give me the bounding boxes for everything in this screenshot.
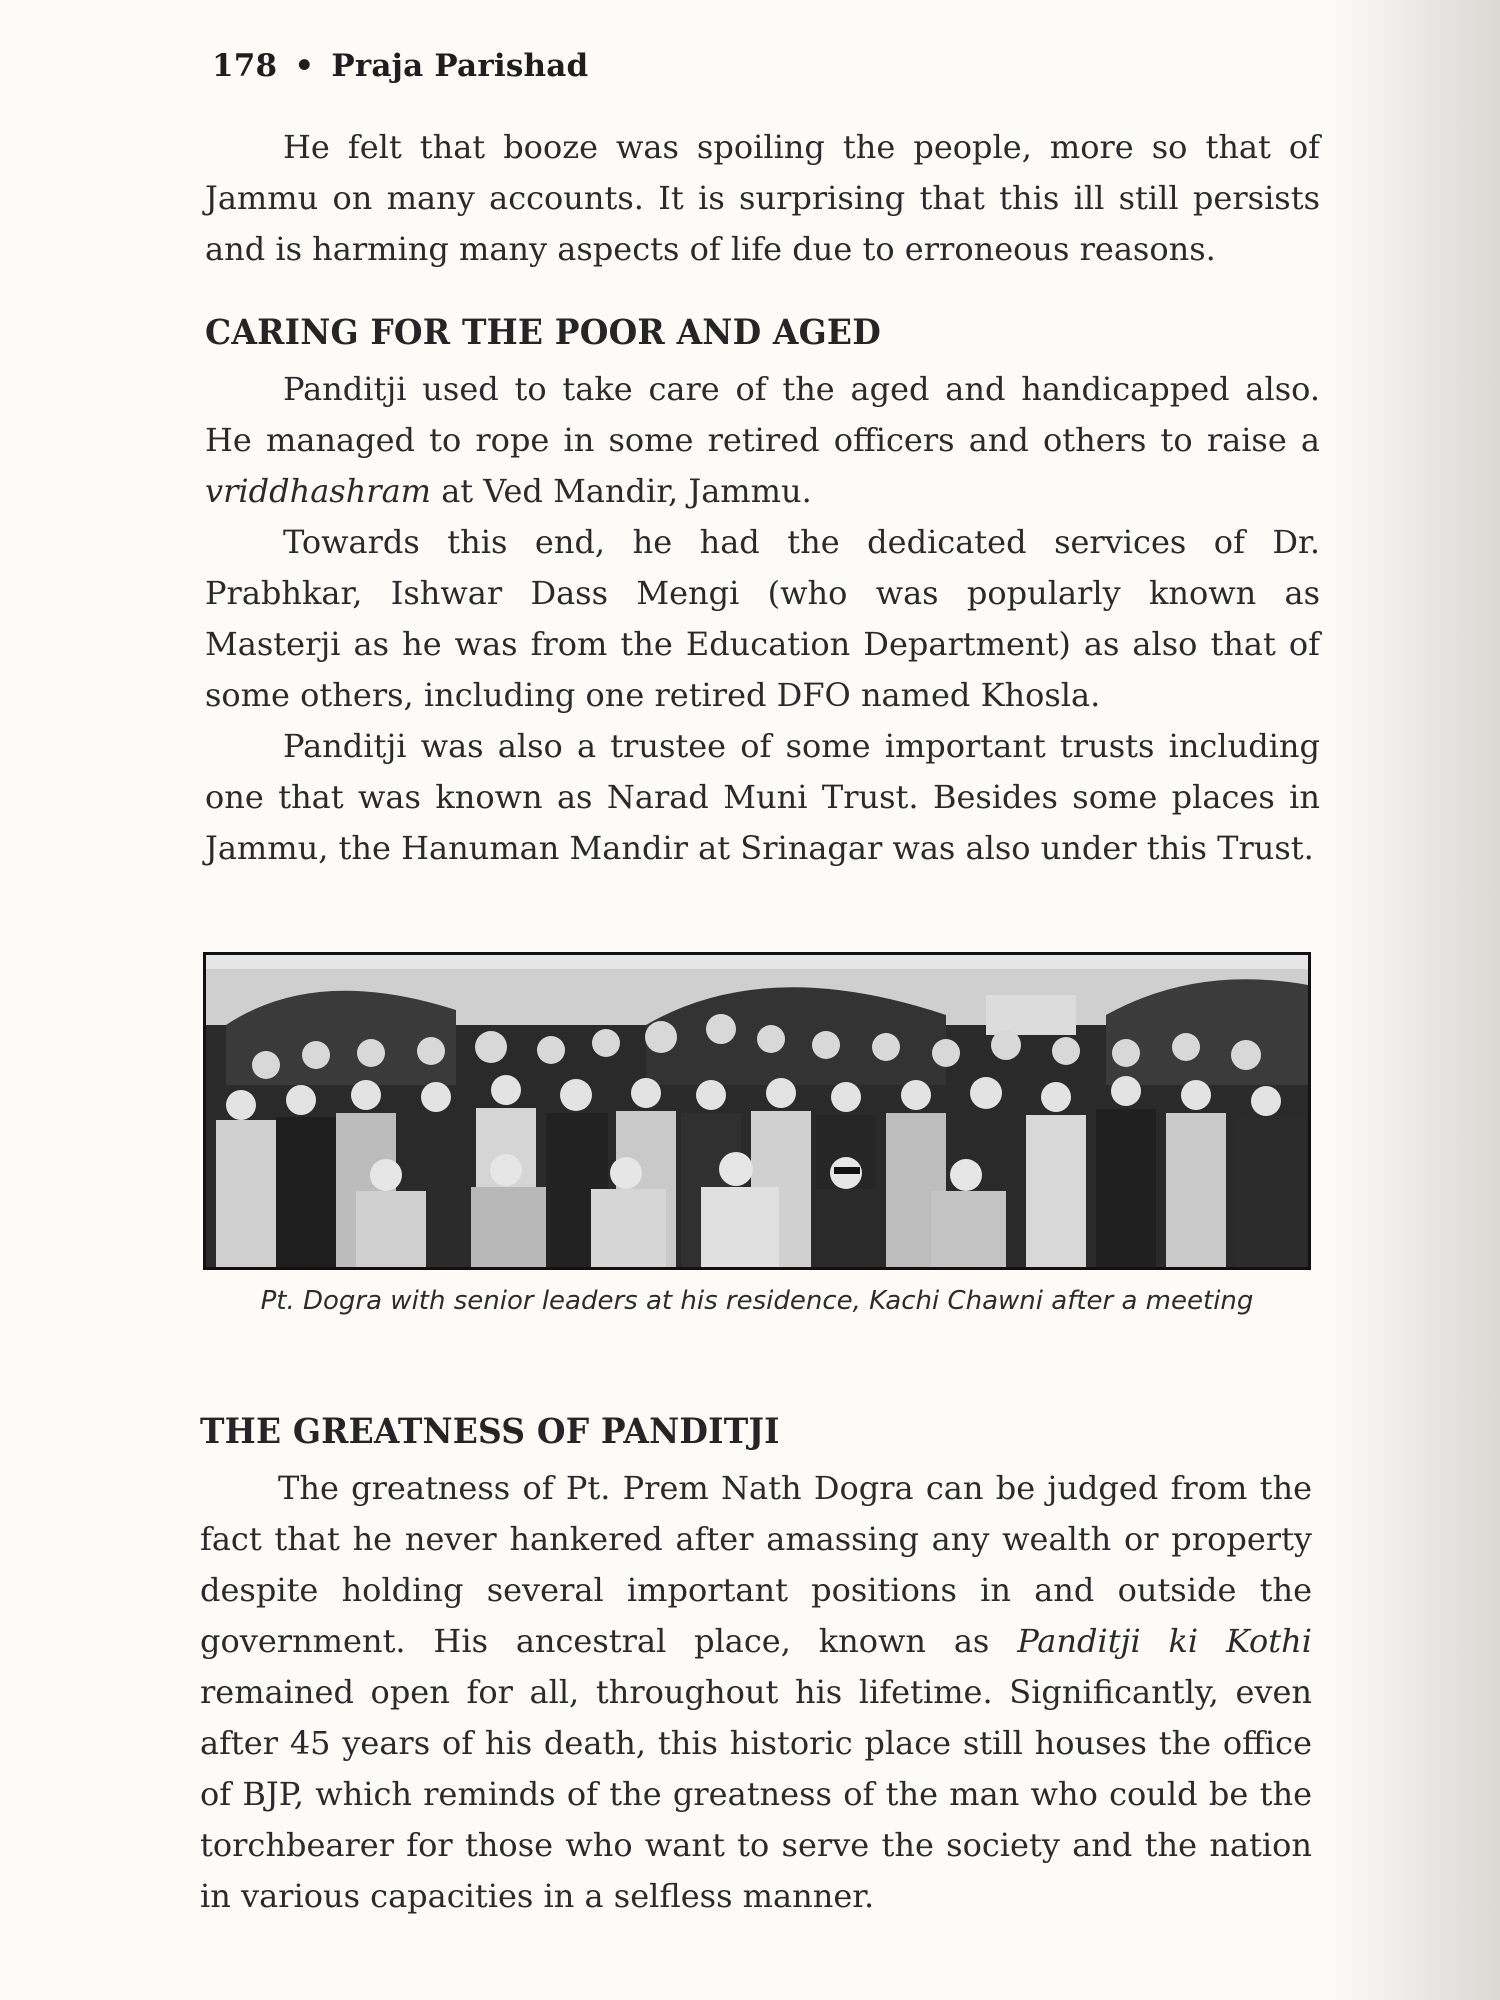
running-head-separator: • — [294, 48, 315, 84]
running-head — [212, 48, 588, 84]
group-photo — [203, 952, 1311, 1270]
caring-paragraph-3: Panditji was also a trustee of some important trusts including one that was known as Narad Muni Trust. Besides some places in Jammu, the Hanuman Mandir at Srinagar was also under this Trust. — [205, 727, 1320, 867]
caring-p1-text-b: at Ved Mandir, Jammu. — [431, 472, 812, 510]
section-caring — [205, 312, 1320, 353]
greatness-emphasis: Panditji ki Kothi — [1017, 1622, 1313, 1660]
page-number: 178 — [212, 48, 278, 84]
group-photo-illustration — [206, 955, 1308, 1267]
page-edge-shadow — [1330, 0, 1500, 2000]
section-greatness-body — [200, 1463, 1312, 1922]
book-title: Praja Parishad — [331, 48, 589, 84]
caring-paragraph-2: Towards this end, he had the dedicated services of Dr. Prabhkar, Ishwar Dass Mengi (who was popularly known as Masterji as he was from the Education Department) as also that of some others, including one retired DFO named Khosla. — [205, 523, 1320, 714]
greatness-paragraph — [200, 1463, 1312, 1922]
greatness-text-a: The greatness of Pt. Prem Nath Dogra can be judged from the fact that he never hankered after amassing any wealth or property despite holding several important positions in and outside the government. His ancestral place, known as — [200, 1469, 1312, 1660]
section-heading-caring: CARING FOR THE POOR AND AGED — [205, 312, 881, 353]
section-caring-body — [205, 364, 1320, 874]
greatness-text-b: remained open for all, throughout his lifetime. Significantly, even after 45 years of his death, this historic place still houses the office of BJP, which reminds of the greatness of the man who could be the torchbearer for those who want to serve the society and the nation in various capacities in a selfless manner. — [200, 1673, 1312, 1915]
intro-paragraph: He felt that booze was spoiling the people, more so that of Jammu on many accounts. It is surprising that this ill still persists and is harming many aspects of life due to erroneous reasons. — [205, 128, 1320, 268]
caring-p1-text-a: Panditji used to take care of the aged and handicapped also. He managed to rope in some retired officers and others to raise a — [205, 370, 1320, 459]
section-greatness — [200, 1411, 1315, 1452]
intro-block — [205, 122, 1320, 275]
caring-paragraph-1 — [205, 364, 1320, 517]
caring-p1-emphasis: vriddhashram — [205, 472, 432, 510]
photo-caption: Pt. Dogra with senior leaders at his residence, Kachi Chawni after a meeting — [260, 1286, 1254, 1316]
section-heading-greatness: THE GREATNESS OF PANDITJI — [200, 1411, 780, 1452]
